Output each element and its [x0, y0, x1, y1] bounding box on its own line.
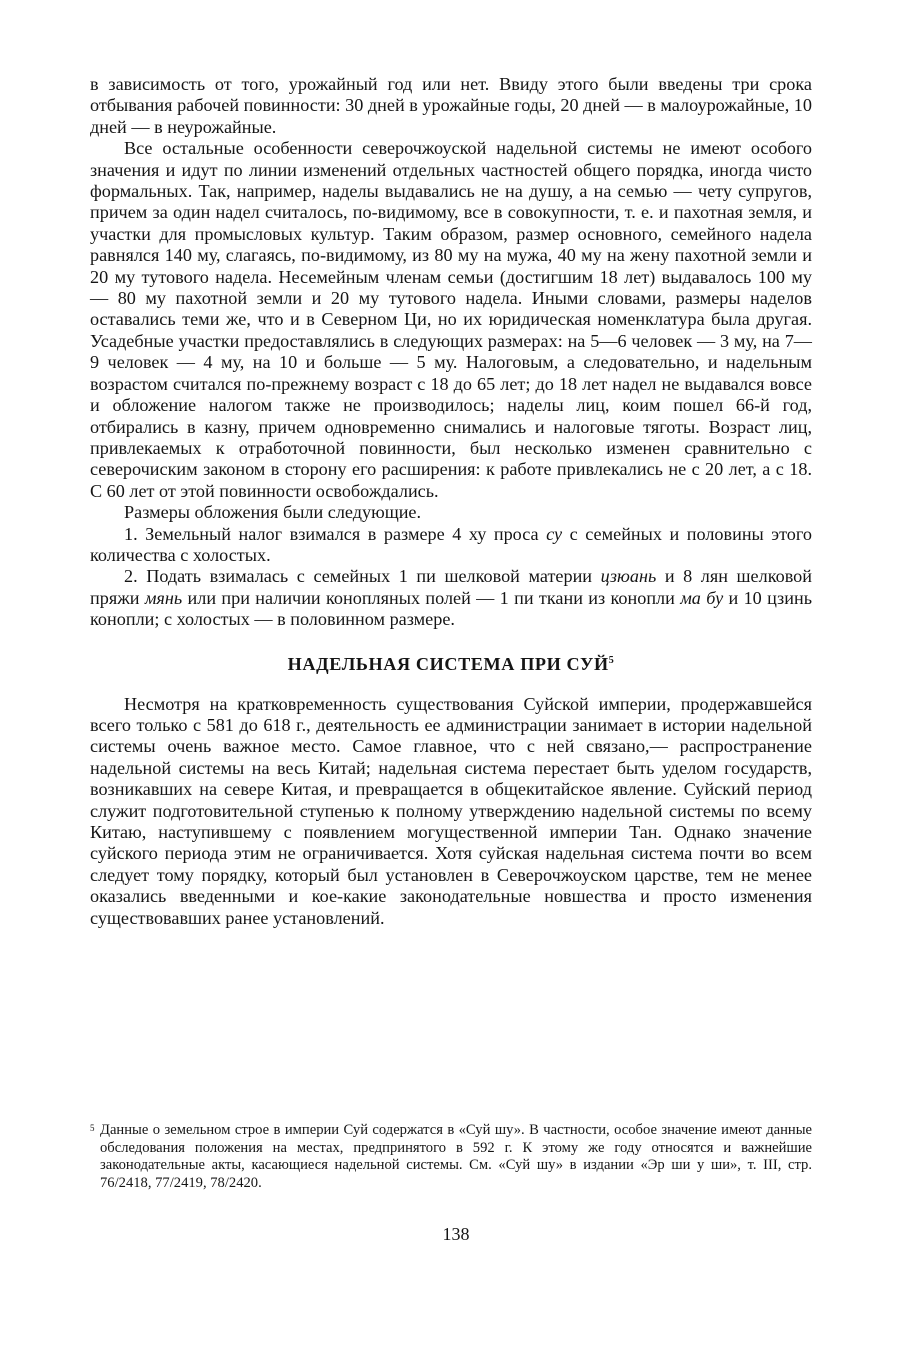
- list-item-text: и 10 цзинь конопли; с холостых — в половинном размере.: [90, 587, 812, 630]
- paragraph-allotment-details: Все остальные особенности северочжоуской надельной системы не имеют особого значения и идут по линии изменений отдельных частностей общего порядка, иногда чисто формальных. Так, например, наделы выдавались не на душу, а на семью — чету супругов, причем за один надел считалось, по-видимому, все в совокупности, т. е. и пахотная земля, и участки для промысловых культур. Таким образом, размер основного, семейного надела равнялся 140 му, слагаясь, по-видимому, из 80 му на мужа, 40 му на жену пахотной земли и 20 му тутового надела. Несемейным членам семьи (достигшим 18 лет) выдавалось 100 му — 80 му пахотной земли и 20 му тутового надела. Иными словами, размеры наделов оставались теми же, что и в Северном Ци, но их юридическая номенклатура была другая. Усадебные участки предоставлялись в следующих размерах: на 5—6 человек — 3 му, на 7—9 человек — 4 му, на 10 и больше — 5 му. Налоговым, а следовательно, и надельным возрастом считался по-прежнему возраст с 18 до 65 лет; до 18 лет надел не выдавался вовсе и обложение налогом также не производилось; наделы лиц, коим пошел 66-й год, отбирались в казну, причем одновременно снимались и налоговые тяготы. Возраст лиц, привлекаемых к отработочной повинности, был несколько изменен сравнительно с северочиским законом в сторону его расширения: к работе привлекались не с 20 лет, а с 18. С 60 лет от этой повинности освобождались.: [90, 138, 812, 501]
- paragraph-sui-intro: Несмотря на кратковременность существования Суйской империи, продержавшейся всего только с 581 до 618 г., деятельность ее администрации занимает в истории надельной системы очень важное место. Самое главное, что с ней связано,— распространение надельной системы на весь Китай; надельная система перестает быть уделом государств, возникавших на севере Китая, и превращается в общекитайское явление. Суйский период служит подготовительной ступенью к полному утверждению надельной системы по всему Китаю, наступившему с появлением могущественной империи Тан. Однако значение суйского периода этим не ограничивается. Хотя суйская надельная система почти во всем следует тому порядку, который был установлен в Северочжоуском царстве, тем не менее оказались введенными и кое-какие законодательные новшества и просто изменения существовавших ранее установлений.: [90, 693, 812, 928]
- list-item-text: 2. Подать взималась с семейных 1 пи шелковой материи: [124, 566, 601, 587]
- list-item-text: и 8 лян шелковой пряжи: [90, 566, 812, 608]
- list-item-poll-tax: [90, 566, 812, 630]
- footnote-text: Данные о земельном строе в империи Суй содержатся в «Суй шу». В частности, особое значение имеют данные обследования положения на местах, предпринятого в 592 г. К этому же году относятся и важнейшие законодательные акты, касающиеся надельной системы. См. «Суй шу» в издании «Эр ши у ши», т. III, стр. 76/2418, 77/2419, 78/2420.: [100, 1122, 812, 1191]
- page-number: 138: [442, 1224, 470, 1244]
- term-italic: мянь: [144, 587, 183, 608]
- list-item-text: 1. Земельный налог взимался в размере 4 ху проса: [124, 523, 547, 544]
- term-italic: су: [546, 523, 563, 544]
- footnote-ref: 5: [608, 654, 615, 666]
- section-heading-text: НАДЕЛЬНАЯ СИСТЕМА ПРИ СУЙ: [287, 653, 609, 674]
- list-item-land-tax: [90, 524, 812, 567]
- term-italic: ма бу: [680, 587, 724, 608]
- section-heading: [90, 653, 812, 675]
- paragraph-continuation: в зависимость от того, урожайный год или нет. Ввиду этого были введены три срока отбывания рабочей повинности: 30 дней в урожайные годы, 20 дней — в малоурожайные, 10 дней — в неурожайные.: [90, 74, 812, 137]
- paragraph-taxation-intro: Размеры обложения были следующие.: [124, 502, 422, 523]
- list-item-text: с семейных и половины этого количества с холостых.: [90, 523, 812, 565]
- page-body: [90, 74, 812, 929]
- term-italic: цзюань: [600, 566, 657, 587]
- footnote: 5 Данные о земельном строе в империи Суй содержатся в «Суй шу». В частности, особое значение имеют данные обследования положения на местах, предпринятого в 592 г. К этому же году относятся и важнейшие законодательные акты, касающиеся надельной системы. См. «Суй шу» в издании «Эр ши у ши», т. III, стр. 76/2418, 77/2419, 78/2420.: [90, 1122, 812, 1191]
- list-item-text: или при наличии конопляных полей — 1 пи ткани из конопли: [182, 587, 681, 608]
